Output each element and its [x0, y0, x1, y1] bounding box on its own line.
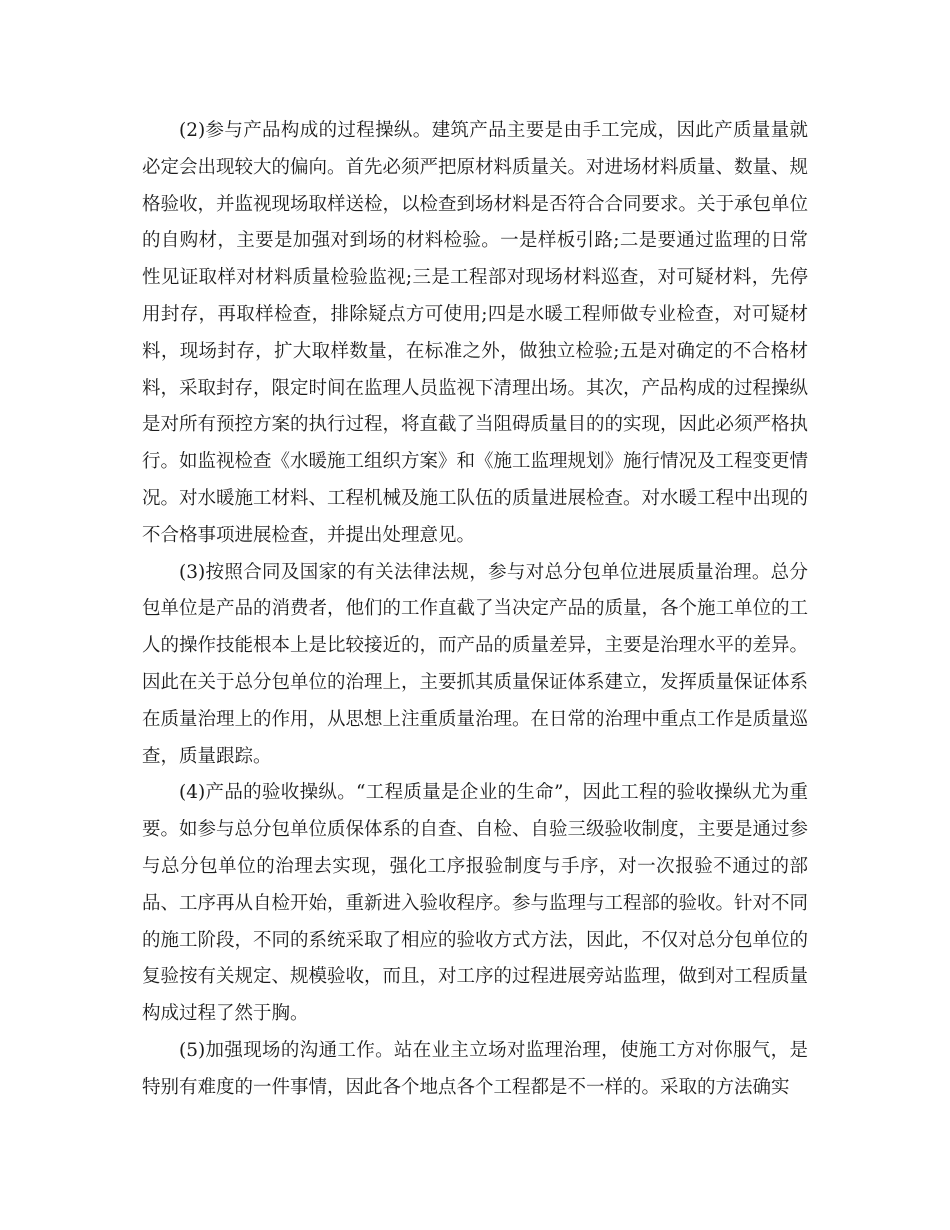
paragraph-5: (5)加强现场的沟通工作。站在业主立场对监理治理，使施工方对你服气，是特别有难度的一件事情，因此各个地点各个工程都是不一样的。采取的方法确实: [142, 1039, 808, 1098]
paragraph-3: (3)按照合同及国家的有关法律法规，参与对总分包单位进展质量治理。总分包单位是产品的消费者，他们的工作直截了当决定产品的质量，各个施工单位的工人的操作技能根本上是比较接近的，而产品的质量差异，主要是治理水平的差异。因此在关于总分包单位的治理上，主要抓其质量保证体系建立，发挥质量保证体系在质量治理上的作用，从思想上注重质量治理。在日常的治理中重点工作是质量巡查，质量跟踪。: [142, 561, 809, 767]
paragraph-2: (2)参与产品构成的过程操纵。建筑产品主要是由手工完成，因此产质量量就必定会出现较大的偏向。首先必须严把原材料质量关。对进场材料质量、数量、规格验收，并监视现场取样送检，以检查到场材料是否符合合同要求。关于承包单位的自购材，主要是加强对到场的材料检验。一是样板引路;二是要通过监理的日常性见证取样对材料质量检验监视;三是工程部对现场材料巡查，对可疑材料，先停用封存，再取样检查，排除疑点方可使用;四是水暖工程师做专业检查，对可疑材料，现场封存，扩大取样数量，在标准之外，做独立检验;五是对确定的不合格材料，采取封存，限定时间在监理人员监视下清理出场。其次，产品构成的过程操纵是对所有预控方案的执行过程，将直截了当阻碍质量目的的实现，因此必须严格执行。如监视检查《水暖施工组织方案》和《施工监理规划》施行情况及工程变更情况。对水暖施工材料、工程机械及施工队伍的质量进展检查。对水暖工程中出现的不合格事项进展检查，并提出处理意见。: [142, 120, 809, 546]
document-body: [142, 113, 808, 1107]
paragraph-4: (4)产品的验收操纵。“工程质量是企业的生命”，因此工程的验收操纵尤为重要。如参与总分包单位质保体系的自查、自检、自验三级验收制度，主要是通过参与总分包单位的治理去实现，强化工序报验制度与手序，对一次报验不通过的部品、工序再从自检开始，重新进入验收程序。参与监理与工程部的验收。针对不同的施工阶段，不同的系统采取了相应的验收方式方法，因此，不仅对总分包单位的复验按有关规定、规模验收，而且，对工序的过程进展旁站监理，做到对工程质量构成过程了然于胸。: [142, 782, 809, 1025]
